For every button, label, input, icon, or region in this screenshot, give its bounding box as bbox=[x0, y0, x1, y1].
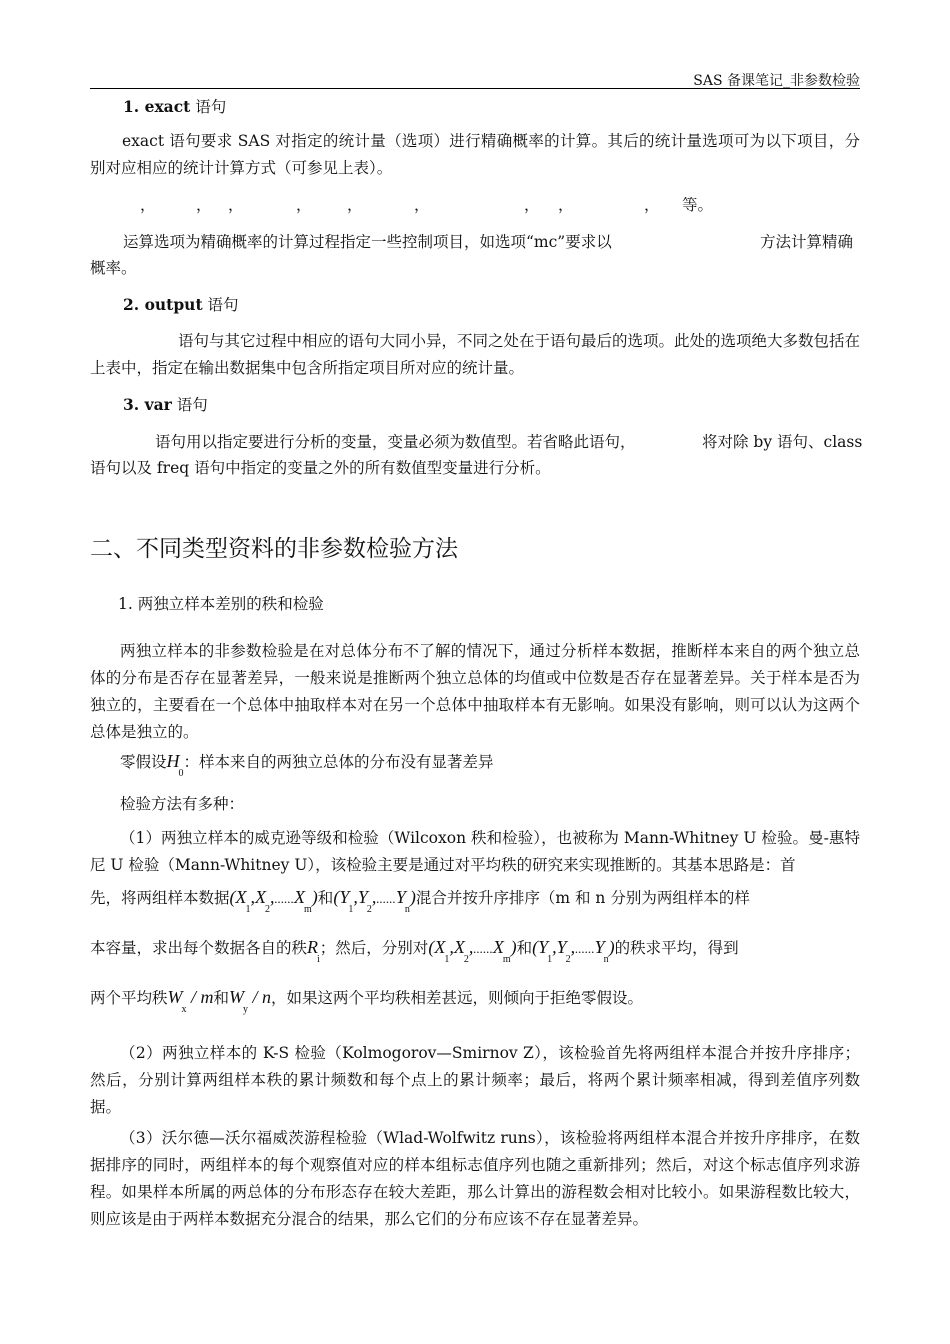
lparen: ( bbox=[428, 937, 435, 957]
h0-symbol: H bbox=[166, 751, 180, 771]
var-y: Y bbox=[538, 937, 549, 957]
method1-paragraph-top: （1）两独立样本的威克逊等级和检验（Wilcoxon 秩和检验），也被称为 Mann-Whitney U 检验。曼-惠特尼 U 检验（Mann-Whitney U），该检验主要是通过对平均秩的研究来实现推断的。其基本思路是：首 bbox=[90, 829, 860, 874]
exact-para2-line1-a: 运算选项为精确概率的计算过程指定一些控制项目，如选项“mc”要求以 bbox=[123, 233, 612, 251]
subscript: 2 bbox=[565, 954, 571, 965]
comma: , bbox=[270, 887, 275, 907]
var-para-line2: 语句以及 freq 语句中指定的变量之外的所有数值型变量进行分析。 bbox=[90, 459, 551, 477]
rparen: ) bbox=[608, 937, 615, 957]
lparen: ( bbox=[333, 887, 340, 907]
subscript: 1 bbox=[348, 904, 354, 915]
comma: , bbox=[250, 887, 256, 907]
var-r: R bbox=[307, 937, 319, 957]
ellipsis: ...... bbox=[575, 941, 595, 956]
var-w: W bbox=[167, 987, 183, 1007]
subscript: 1 bbox=[444, 954, 450, 965]
var-para-line1-b: 将对除 by 语句、class bbox=[702, 433, 863, 451]
subheading-var-word: 语句 bbox=[171, 396, 208, 414]
subscript: 2 bbox=[463, 954, 469, 965]
subheading-exact-num: 1. exact bbox=[123, 97, 191, 116]
subheading-var bbox=[123, 393, 208, 415]
subscript: i bbox=[317, 954, 320, 965]
method1-line5 bbox=[90, 986, 644, 1015]
rparen: ) bbox=[409, 887, 416, 907]
ellipsis: ...... bbox=[376, 891, 396, 906]
subheading-exact-word: 语句 bbox=[190, 98, 227, 116]
comma: ， bbox=[296, 196, 312, 214]
text: 和 bbox=[213, 989, 230, 1007]
text: 本容量，求出每个数据各自的秩 bbox=[90, 939, 308, 957]
text: 和 bbox=[516, 939, 533, 957]
deng-text: 等。 bbox=[682, 196, 714, 214]
var-y: Y bbox=[339, 887, 350, 907]
var-y: Y bbox=[395, 887, 406, 907]
exact-paragraph: exact 语句要求 SAS 对指定的统计量（选项）进行精确概率的计算。其后的统计量选项可为以下项目，分别对应相应的统计计算方式（可参见上表）。 bbox=[90, 132, 860, 177]
comma: , bbox=[570, 937, 576, 957]
subscript: 1 bbox=[547, 954, 553, 965]
h0-text: ：样本来自的两独立总体的分布没有显著差异 bbox=[183, 753, 494, 771]
comma: ， bbox=[524, 196, 540, 214]
var-w: W bbox=[229, 987, 245, 1007]
section-title: 二、不同类型资料的非参数检验方法 bbox=[90, 536, 458, 562]
output-paragraph: 语句与其它过程中相应的语句大同小异，不同之处在于语句最后的选项。此处的选项绝大多数包括在上表中，指定在输出数据集中包含所指定项目所对应的统计量。 bbox=[90, 332, 861, 377]
comma: ， bbox=[558, 196, 574, 214]
comma: , bbox=[449, 937, 454, 957]
text: 两个平均秩 bbox=[90, 989, 168, 1007]
comma: ， bbox=[414, 196, 430, 214]
methods-intro: 检验方法有多种： bbox=[120, 795, 245, 813]
subheading-var-num: 3. var bbox=[123, 395, 172, 414]
text: ，如果这两个平均秩相差甚远，则倾向于拒绝零假设。 bbox=[271, 989, 644, 1007]
var-x: X bbox=[235, 887, 247, 907]
subscript: m bbox=[502, 954, 511, 965]
comma: ， bbox=[140, 196, 156, 214]
null-hypothesis bbox=[120, 750, 494, 779]
divide-n: / n bbox=[248, 987, 272, 1007]
method1-line4 bbox=[90, 936, 739, 965]
h0-subscript: 0 bbox=[178, 768, 184, 779]
text: 的秩求平均，得到 bbox=[614, 939, 739, 957]
text: 混合并按升序排序（m 和 n 分别为两组样本的样 bbox=[415, 889, 750, 907]
rparen: ) bbox=[510, 937, 517, 957]
text: 和 bbox=[317, 889, 334, 907]
comma: ， bbox=[228, 196, 244, 214]
subscript: y bbox=[243, 1004, 249, 1015]
var-x: X bbox=[453, 937, 465, 957]
method3-paragraph: （3）沃尔德—沃尔福威茨游程检验（Wlad-Wolfwitz runs），该检验将两组样本混合并按升序排序，在数据排序的同时，两组样本的每个观察值对应的样本组标志值序列也随之重新排列；然后，对这个标志值序列求游程。如果样本所属的两总体的分布形态存在较大差距，那么计算出的游程数会相对比较小。如果游程数比较大，则应该是由于两样本数据充分混合的结果，那么它们的分布应该不存在显著差异。 bbox=[90, 1129, 860, 1228]
subscript: m bbox=[304, 904, 312, 915]
comma: , bbox=[371, 887, 377, 907]
var-x: X bbox=[492, 937, 504, 957]
subscript: 2 bbox=[366, 904, 372, 915]
ellipsis: ...... bbox=[473, 941, 493, 956]
rparen: ) bbox=[311, 887, 318, 907]
var-x: X bbox=[434, 937, 446, 957]
comma: , bbox=[468, 937, 474, 957]
subscript: n bbox=[603, 954, 609, 965]
var-y: Y bbox=[594, 937, 605, 957]
running-header: SAS 备课笔记_非参数检验 bbox=[693, 73, 860, 89]
subheading-output-word: 语句 bbox=[202, 296, 239, 314]
ellipsis: ...... bbox=[274, 891, 295, 906]
var-x: X bbox=[294, 887, 306, 907]
method1-line3 bbox=[90, 886, 750, 915]
var-para-line1-a: 语句用以指定要进行分析的变量，变量必须为数值型。若省略此语句， bbox=[155, 433, 636, 451]
comma: , bbox=[552, 937, 557, 957]
subscript: x bbox=[181, 1004, 187, 1015]
var-x: X bbox=[255, 887, 267, 907]
comma: ， bbox=[196, 196, 212, 214]
lparen: ( bbox=[229, 887, 236, 907]
var-y: Y bbox=[556, 937, 567, 957]
comma: ， bbox=[347, 196, 363, 214]
exact-para2-line1-b: 方法计算精确 bbox=[760, 233, 854, 251]
divide-m: / m bbox=[186, 987, 214, 1007]
subheading-exact bbox=[123, 95, 226, 117]
subscript: 1 bbox=[245, 904, 251, 915]
comma: , bbox=[353, 887, 358, 907]
subheading-output-num: 2. output bbox=[123, 295, 203, 314]
h0-prefix: 零假设 bbox=[120, 753, 167, 771]
exact-para2-line2: 概率。 bbox=[90, 259, 137, 277]
subscript: n bbox=[404, 904, 410, 915]
subheading-output bbox=[123, 293, 239, 315]
lparen: ( bbox=[532, 937, 539, 957]
header-rule bbox=[90, 88, 860, 89]
comma: ， bbox=[644, 196, 660, 214]
text: 先，将两组样本数据 bbox=[90, 889, 230, 907]
var-y: Y bbox=[357, 887, 368, 907]
subscript: 2 bbox=[265, 904, 271, 915]
intro-paragraph: 两独立样本的非参数检验是在对总体分布不了解的情况下，通过分析样本数据，推断样本来自的两个独立总体的分布是否存在显著差异，一般来说是推断两个独立总体的均值或中位数是否存在显著差异。关于样本是否为独立的，主要看在一个总体中抽取样本对在另一个总体中抽取样本有无影响。如果没有影响，则可以认为这两个总体是独立的。 bbox=[90, 642, 860, 741]
subheading-rank-sum: 1. 两独立样本差别的秩和检验 bbox=[118, 595, 324, 613]
method2-paragraph: （2）两独立样本的 K-S 检验（Kolmogorov—Smirnov Z），该检验首先将两组样本混合并按升序排序；然后，分别计算两组样本秩的累计频数和每个点上的累计频率；最后，将两个累计频率相减，得到差值序列数据。 bbox=[90, 1044, 860, 1116]
text: ；然后，分别对 bbox=[319, 939, 429, 957]
option-list-line bbox=[0, 193, 950, 217]
